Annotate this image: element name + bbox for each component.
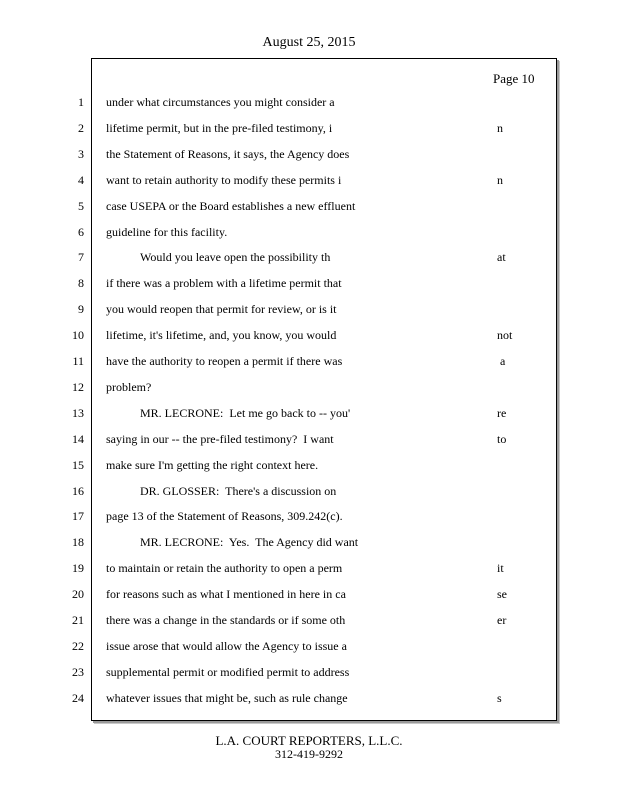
line-text: want to retain authority to modify these permits i: [106, 173, 342, 187]
line-number: 22: [72, 639, 84, 653]
line-text: under what circumstances you might consider a: [106, 95, 335, 109]
line-tail-fragment: to: [497, 432, 507, 446]
line-number: 5: [78, 199, 84, 213]
line-text: MR. LECRONE: Yes. The Agency did want: [140, 535, 359, 549]
line-tail-fragment: s: [497, 691, 502, 705]
line-tail-fragment: a: [497, 354, 506, 368]
line-tail-fragment: se: [497, 587, 507, 601]
footer-company-name: L.A. COURT REPORTERS, L.L.C.: [215, 733, 403, 748]
line-number: 8: [78, 276, 84, 290]
line-tail-fragment: n: [497, 121, 503, 135]
line-number: 14: [72, 432, 84, 446]
line-number: 3: [78, 147, 84, 161]
line-text: Would you leave open the possibility th: [140, 250, 331, 264]
line-text: issue arose that would allow the Agency to issue a: [106, 639, 347, 653]
line-number: 16: [72, 484, 84, 498]
line-number: 2: [78, 121, 84, 135]
line-text: if there was a problem with a lifetime permit that: [106, 276, 342, 290]
page-number-label: Page 10: [493, 71, 535, 86]
line-text: you would reopen that permit for review, or is it: [106, 302, 337, 316]
line-number: 7: [78, 250, 84, 264]
line-text: lifetime, it's lifetime, and, you know, you would: [106, 328, 337, 342]
line-number: 1: [78, 95, 84, 109]
line-number: 10: [72, 328, 84, 342]
line-number: 19: [72, 561, 84, 575]
line-text: supplemental permit or modified permit to address: [106, 665, 350, 679]
line-text: make sure I'm getting the right context here.: [106, 458, 319, 472]
header-date: August 25, 2015: [262, 35, 356, 50]
line-number: 4: [78, 173, 84, 187]
line-number: 17: [72, 509, 84, 523]
line-number: 23: [72, 665, 84, 679]
line-number: 20: [72, 587, 84, 601]
line-text: page 13 of the Statement of Reasons, 309.242(c).: [106, 509, 343, 523]
line-tail-fragment: not: [497, 328, 513, 342]
line-number: 24: [72, 691, 84, 705]
line-text: there was a change in the standards or if some oth: [106, 613, 346, 627]
line-text: guideline for this facility.: [106, 225, 228, 239]
line-number: 12: [72, 380, 84, 394]
line-text: saying in our -- the pre-filed testimony? I want: [106, 432, 334, 446]
line-text: MR. LECRONE: Let me go back to -- you': [140, 406, 351, 420]
line-number: 15: [72, 458, 84, 472]
line-number: 11: [72, 354, 84, 368]
line-text: lifetime permit, but in the pre-filed testimony, i: [106, 121, 333, 135]
line-number: 9: [78, 302, 84, 316]
line-tail-fragment: at: [497, 250, 506, 264]
line-number: 21: [72, 613, 84, 627]
line-number: 6: [78, 225, 84, 239]
line-text: whatever issues that might be, such as rule change: [106, 691, 348, 705]
line-tail-fragment: re: [497, 406, 507, 420]
footer-phone-number: 312-419-9292: [275, 747, 343, 761]
line-text: to maintain or retain the authority to open a perm: [106, 561, 343, 575]
line-tail-fragment: it: [497, 561, 504, 575]
line-text: the Statement of Reasons, it says, the Agency does: [106, 147, 350, 161]
line-number: 13: [72, 406, 84, 420]
line-text: have the authority to reopen a permit if there was: [106, 354, 343, 368]
line-text: DR. GLOSSER: There's a discussion on: [140, 484, 337, 498]
line-tail-fragment: er: [497, 613, 507, 627]
line-text: case USEPA or the Board establishes a new effluent: [106, 199, 356, 213]
line-number: 18: [72, 535, 84, 549]
line-text: for reasons such as what I mentioned in here in ca: [106, 587, 346, 601]
line-text: problem?: [106, 380, 152, 394]
line-tail-fragment: n: [497, 173, 503, 187]
